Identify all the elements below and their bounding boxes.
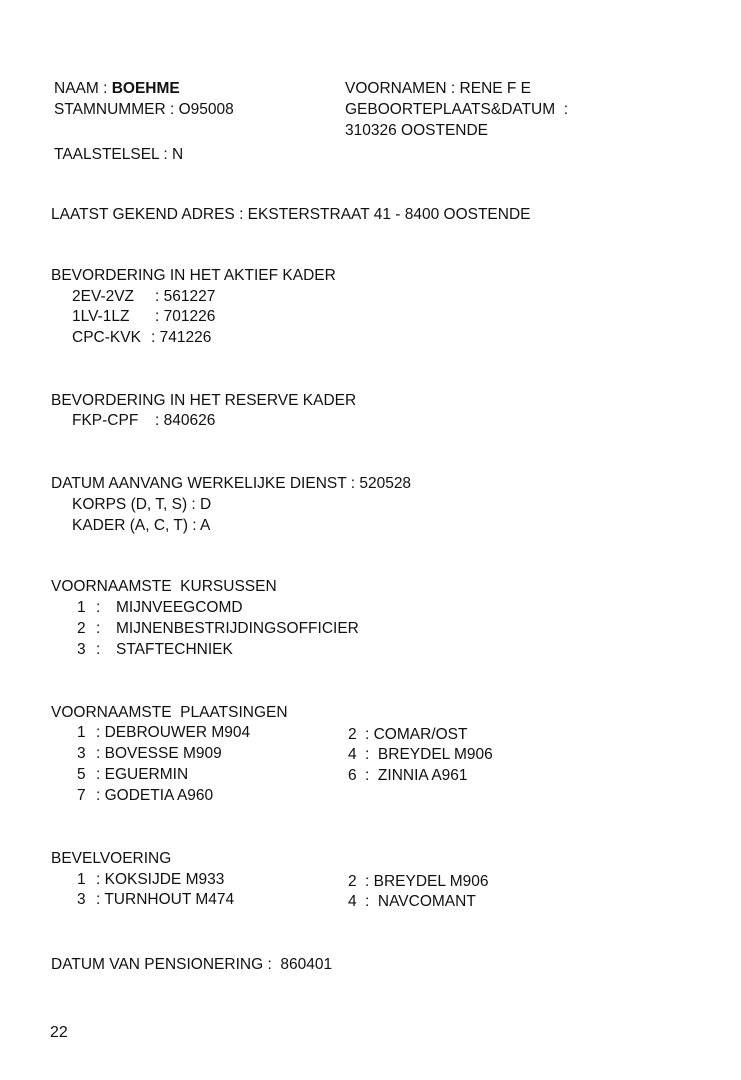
plaatsing-num-3: 3 <box>77 745 86 762</box>
naam-label: NAAM : <box>54 80 112 97</box>
plaatsing-text-7: : GODETIA A960 <box>96 787 214 804</box>
adres: LAATST GEKEND ADRES : EKSTERSTRAAT 41 - 8400 OOSTENDE <box>51 206 531 223</box>
bevelvoering-title: BEVELVOERING <box>51 850 172 867</box>
bevel-text-2: : BREYDEL M906 <box>365 873 489 890</box>
bevel-num-2: 2 <box>348 873 357 890</box>
kursus-sep-2: : <box>96 620 101 637</box>
reserve-value-1: : 840626 <box>155 412 216 429</box>
geboorte-value: 310326 OOSTENDE <box>345 122 489 139</box>
bevel-num-4: 4 <box>348 893 357 910</box>
aktief-label-2: 1LV-1LZ <box>72 308 130 325</box>
plaatsing-text-1: : DEBROUWER M904 <box>96 724 251 741</box>
reserve-label-1: FKP-CPF <box>72 412 139 429</box>
plaatsing-num-2: 2 <box>348 726 357 743</box>
taalstelsel: TAALSTELSEL : N <box>54 146 184 163</box>
kursus-num-3: 3 <box>77 641 86 658</box>
bevel-num-3: 3 <box>77 891 86 908</box>
voornamen: VOORNAMEN : RENE F E <box>345 80 532 97</box>
plaatsing-text-2: : COMAR/OST <box>365 726 468 743</box>
plaatsing-num-4: 4 <box>348 746 357 763</box>
plaatsing-num-5: 5 <box>77 766 86 783</box>
kursus-sep-1: : <box>96 599 101 616</box>
aktief-label-3: CPC-KVK <box>72 329 141 346</box>
page-number: 22 <box>50 1024 68 1041</box>
kursus-text-3: STAFTECHNIEK <box>116 641 233 658</box>
aktief-label-1: 2EV-2VZ <box>72 288 135 305</box>
stamnummer: STAMNUMMER : O95008 <box>54 101 234 118</box>
kursus-sep-3: : <box>96 641 101 658</box>
pensioen: DATUM VAN PENSIONERING : 860401 <box>51 956 333 973</box>
bevel-text-1: : KOKSIJDE M933 <box>96 871 225 888</box>
plaatsing-text-5: : EGUERMIN <box>96 766 189 783</box>
plaatsing-text-6: : ZINNIA A961 <box>365 767 468 784</box>
kursussen-title: VOORNAAMSTE KURSUSSEN <box>51 578 277 595</box>
naam-line <box>54 79 180 99</box>
geboorte-label: GEBOORTEPLAATS&DATUM : <box>345 101 569 118</box>
kursus-text-2: MIJNENBESTRIJDINGSOFFICIER <box>116 620 359 637</box>
plaatsing-num-7: 7 <box>77 787 86 804</box>
plaatsing-num-1: 1 <box>77 724 86 741</box>
aktief-value-1: : 561227 <box>155 288 216 305</box>
aktief-value-3: : 741226 <box>151 329 212 346</box>
dienst-korps: KORPS (D, T, S) : D <box>72 496 212 513</box>
dienst-title: DATUM AANVANG WERKELIJKE DIENST : 520528 <box>51 475 412 492</box>
bevel-num-1: 1 <box>77 871 86 888</box>
reserve-title: BEVORDERING IN HET RESERVE KADER <box>51 392 357 409</box>
bevel-text-4: : NAVCOMANT <box>365 893 476 910</box>
kursus-text-1: MIJNVEEGCOMD <box>116 599 243 616</box>
plaatsing-text-4: : BREYDEL M906 <box>365 746 493 763</box>
aktief-value-2: : 701226 <box>155 308 216 325</box>
kursus-num-1: 1 <box>77 599 86 616</box>
plaatsing-num-6: 6 <box>348 767 357 784</box>
plaatsing-text-3: : BOVESSE M909 <box>96 745 222 762</box>
bevel-text-3: : TURNHOUT M474 <box>96 891 235 908</box>
kursus-num-2: 2 <box>77 620 86 637</box>
dienst-kader: KADER (A, C, T) : A <box>72 517 211 534</box>
plaatsingen-title: VOORNAAMSTE PLAATSINGEN <box>51 704 288 721</box>
naam-value: BOEHME <box>111 80 180 97</box>
aktief-title: BEVORDERING IN HET AKTIEF KADER <box>51 267 336 284</box>
